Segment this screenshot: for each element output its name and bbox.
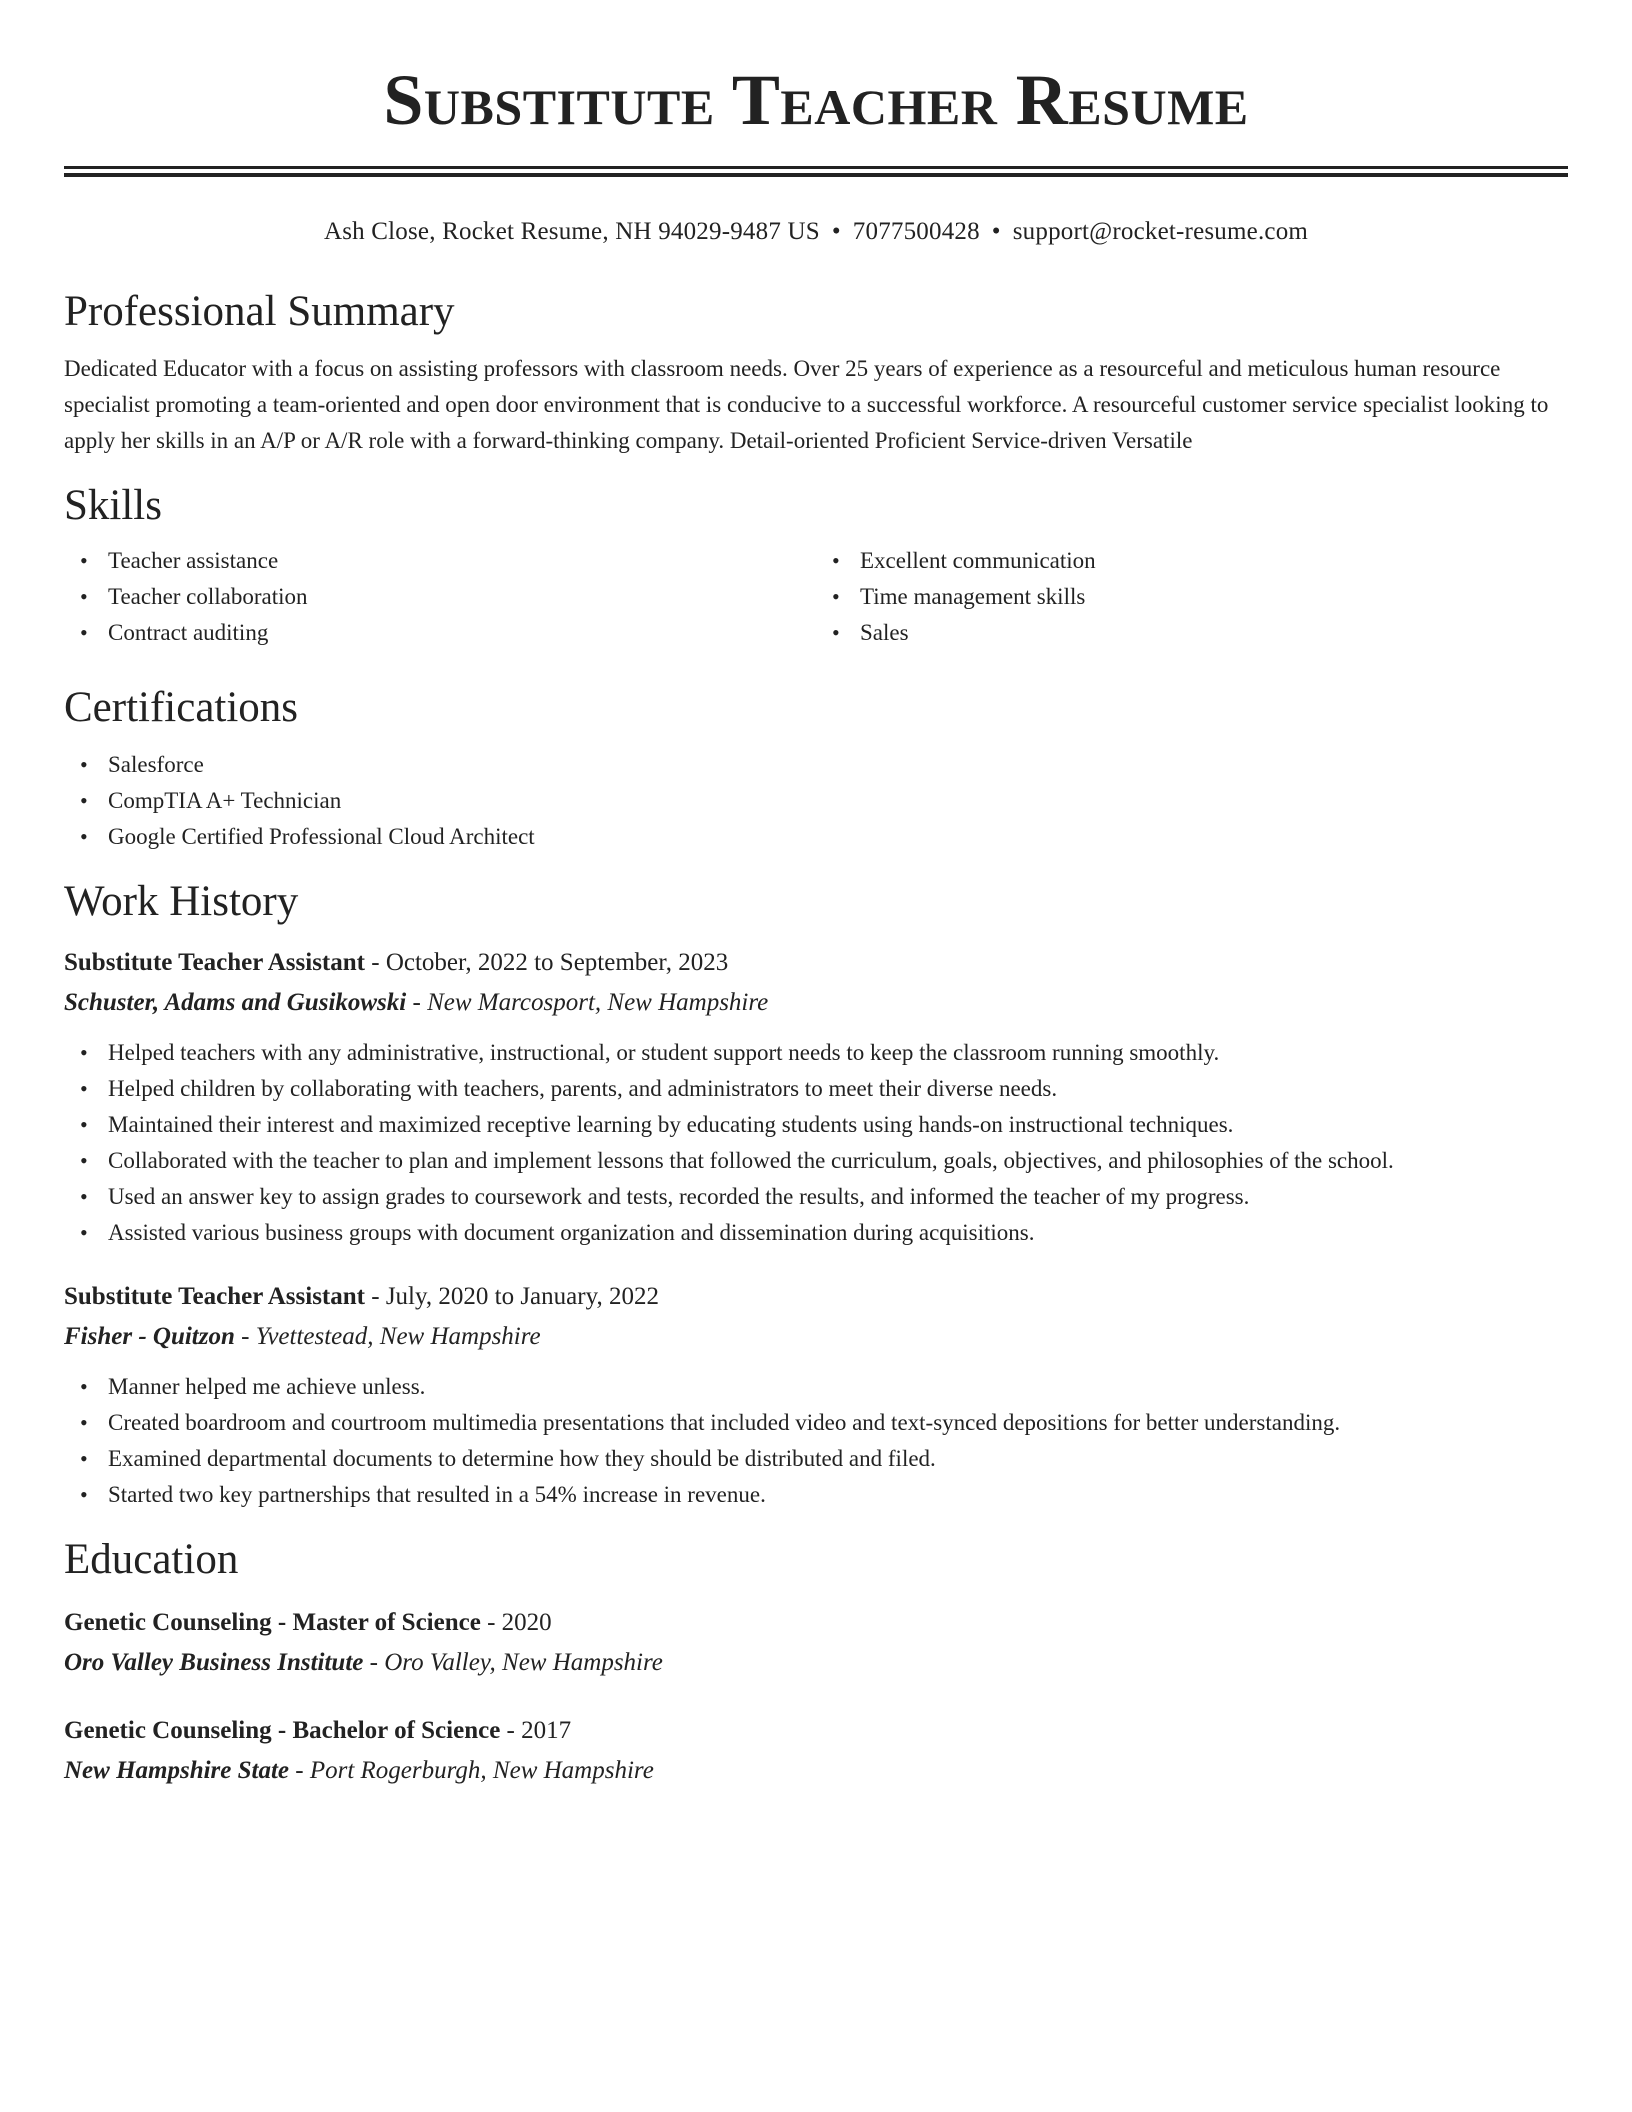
summary-heading: Professional Summary [64,288,455,335]
contact-separator: • [831,218,841,245]
education-degree-line [64,1603,1568,1643]
contact-phone: 7077500428 [852,218,980,245]
job-bullets [64,1035,1568,1251]
education-year: 2020 [501,1609,552,1636]
job-entry [64,943,1568,1251]
job-dash: - [234,1323,256,1350]
job-title: Substitute Teacher Assistant [64,1283,365,1310]
education-dash: - [500,1717,522,1744]
contact-separator: • [991,218,1001,245]
page-title: Substitute Teacher Resume [383,60,1249,140]
education-year: 2017 [521,1717,572,1744]
certification-item: • CompTIA A+ Technician [108,783,1568,819]
job-company-line [64,983,1568,1023]
job-company: Fisher - Quitzon [64,1323,235,1350]
title-divider [64,166,1568,177]
education-degree-line [64,1711,1568,1751]
contact-email: support@rocket-resume.com [1012,218,1309,245]
job-dash: - [365,949,386,976]
education-entry [64,1603,1568,1683]
education-dash: - [480,1609,502,1636]
certification-item: • Salesforce [108,747,1568,783]
job-bullet: • Used an answer key to assign grades to coursework and tests, recorded the results, and informed the teacher of my progress. [108,1179,1568,1215]
job-bullet: • Helped children by collaborating with teachers, parents, and administrators to meet their diverse needs. [108,1071,1568,1107]
skill-item: • Contract auditing [108,615,816,651]
education-dash: - [289,1757,310,1784]
skill-item: • Teacher assistance [108,543,816,579]
contact-address: Ash Close, Rocket Resume, NH 94029-9487 US [323,218,820,245]
skill-item: • Time management skills [860,579,1568,615]
job-bullet: • Manner helped me achieve unless. [108,1369,1568,1405]
education-degree: Genetic Counseling - Bachelor of Science [64,1717,501,1744]
work-history-heading: Work History [64,878,299,925]
education-school: Oro Valley Business Institute [64,1649,364,1676]
skills-columns [64,543,1568,651]
education-location: Port Rogerburgh, New Hampshire [309,1757,654,1784]
job-entry [64,1277,1568,1513]
skill-item: • Sales [860,615,1568,651]
skills-heading: Skills [64,482,162,529]
job-bullet: • Started two key partnerships that resulted in a 54% increase in revenue. [108,1477,1568,1513]
skills-list-right [816,543,1568,651]
certifications-list [64,747,1568,855]
education-heading: Education [64,1536,239,1583]
job-dash: - [406,989,428,1016]
education-school-line [64,1751,1568,1791]
summary-text: Dedicated Educator with a focus on assisting professors with classroom needs. Over 25 years of experience as a resourceful and meticulous human resource specialist promoting a team-oriented and open door environment that is conducive to a successful workforce. A resourceful customer service specialist looking to apply her skills in an A/P or A/R role with a forward-thinking company. Detail-oriented Proficient Service-driven Versatile [64,356,1549,453]
skill-item: • Excellent communication [860,543,1568,579]
job-title-line [64,1277,1568,1317]
contact-line [64,217,1568,247]
job-dates: July, 2020 to January, 2022 [385,1283,659,1310]
job-dash: - [365,1283,386,1310]
job-bullets [64,1369,1568,1513]
job-bullet: • Helped teachers with any administrative, instructional, or student support needs to keep the classroom running smoothly. [108,1035,1568,1071]
education-dash: - [363,1649,385,1676]
job-bullet: • Collaborated with the teacher to plan and implement lessons that followed the curriculum, goals, objectives, and philosophies of the school. [108,1143,1568,1179]
job-company: Schuster, Adams and Gusikowski [64,989,407,1016]
job-bullet: • Assisted various business groups with document organization and dissemination during acquisitions. [108,1215,1568,1251]
job-title: Substitute Teacher Assistant [64,949,365,976]
education-entry [64,1711,1568,1791]
skill-item: • Teacher collaboration [108,579,816,615]
certifications-heading: Certifications [64,684,299,731]
job-bullet: • Examined departmental documents to determine how they should be distributed and filed. [108,1441,1568,1477]
education-degree: Genetic Counseling - Master of Science [64,1609,481,1636]
job-dates: October, 2022 to September, 2023 [385,949,729,976]
skills-list-left [64,543,816,651]
education-school-line [64,1643,1568,1683]
job-bullet: • Created boardroom and courtroom multimedia presentations that included video and text-synced depositions for better understanding. [108,1405,1568,1441]
job-bullet: • Maintained their interest and maximized receptive learning by educating students using hands-on instructional techniques. [108,1107,1568,1143]
education-location: Oro Valley, New Hampshire [384,1649,663,1676]
job-location: Yvettestead, New Hampshire [255,1323,541,1350]
job-location: New Marcosport, New Hampshire [427,989,769,1016]
job-title-line [64,943,1568,983]
job-company-line [64,1317,1568,1357]
education-school: New Hampshire State [64,1757,290,1784]
certification-item: • Google Certified Professional Cloud Architect [108,819,1568,855]
